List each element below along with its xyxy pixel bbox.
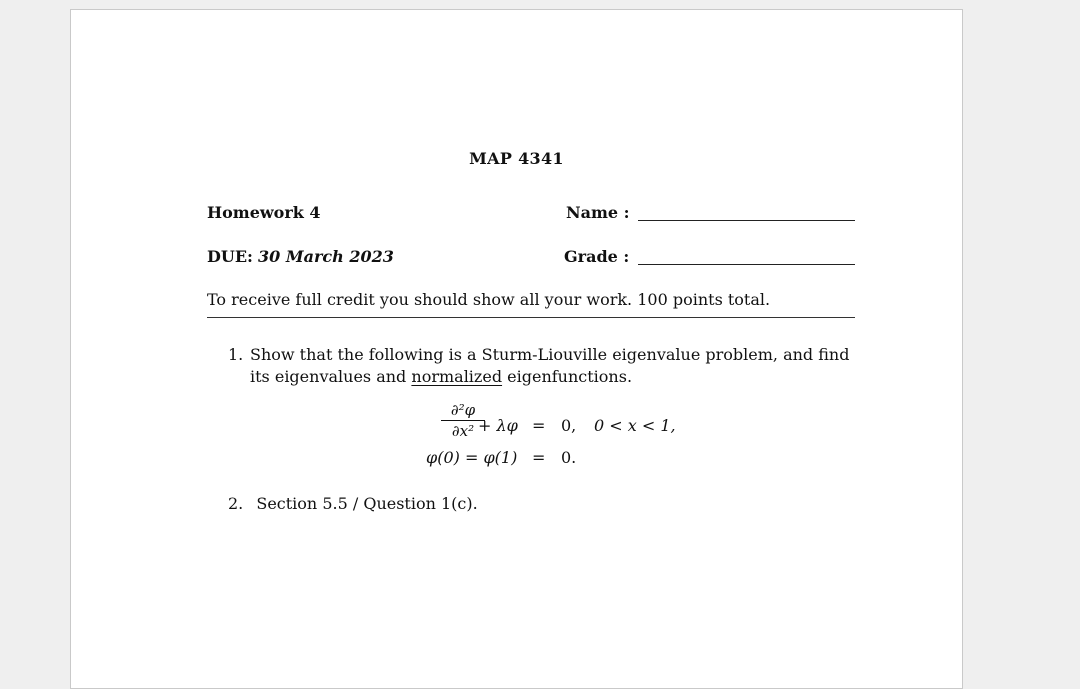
question-2 [228,494,478,513]
name-blank-line [638,220,855,221]
course-title: MAP 4341 [469,149,564,168]
emphasis-text: normalized [411,367,503,386]
name-label: Name : [566,203,630,222]
grade-blank-line [638,264,855,265]
equation-2-rhs: 0. [561,448,577,467]
equation-2-equals: = [532,448,546,467]
equation-1-domain: 0 < x < 1, [594,416,676,435]
due-label: DUE: [207,247,253,266]
homework-label: Homework 4 [207,203,321,222]
due-date [207,247,394,266]
equation-1-lhs-rest: + λφ [478,416,518,435]
instructions-text: To receive full credit you should show all your work. 100 points total. [207,290,771,309]
grade-label: Grade : [564,247,630,266]
question-1 [228,344,868,388]
question-text-end: eigenfunctions. [507,367,633,386]
question-number: 2. [228,494,244,513]
due-date-value: 30 March 2023 [258,247,394,266]
fraction-denominator: ∂x² [451,422,475,440]
equation-1-rhs: 0, [561,416,577,435]
equation-1-equals: = [532,416,546,435]
document-page [70,9,963,689]
horizontal-rule [207,317,855,318]
question-text: Section 5.5 / Question 1(c). [256,494,478,513]
fraction-numerator: ∂²φ [450,401,476,419]
question-text: Show that the following is a Sturm-Liouville eigenvalue problem, and find its eigenvalues and [250,345,850,386]
question-number: 1. [228,345,244,364]
equation-2-lhs: φ(0) = φ(1) [426,448,518,467]
